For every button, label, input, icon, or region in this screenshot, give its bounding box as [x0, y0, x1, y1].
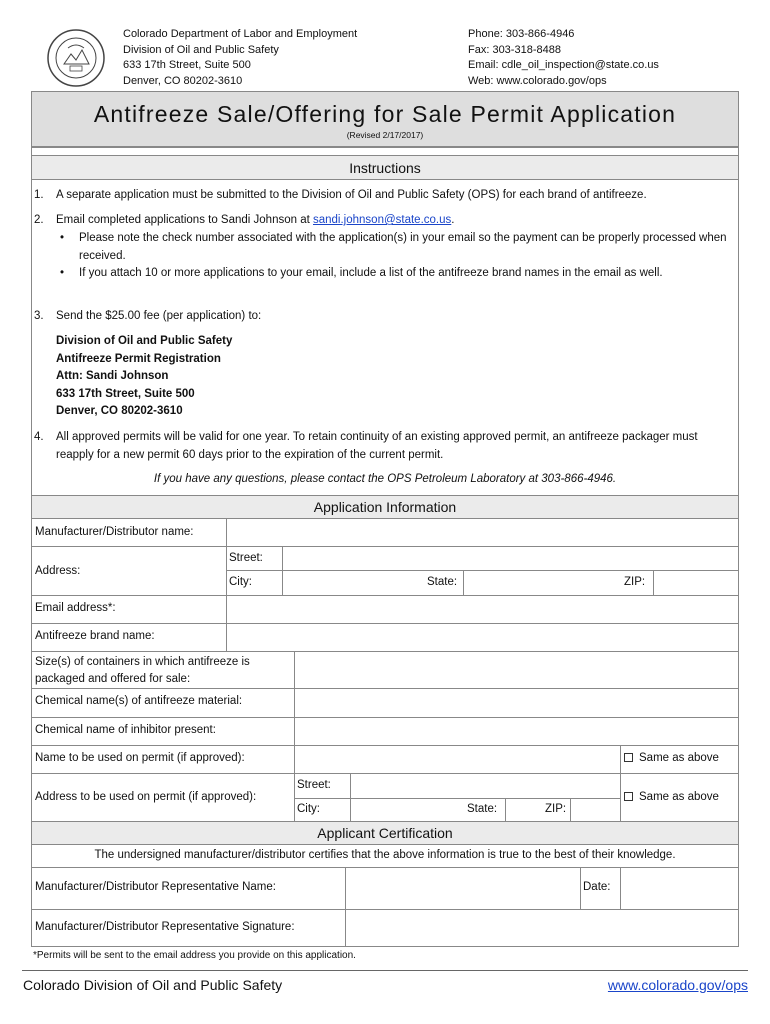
street-label: Street: — [229, 552, 263, 564]
signature-field[interactable] — [346, 910, 738, 947]
agency-address-block — [123, 27, 357, 89]
email-link[interactable]: sandi.johnson@state.co.us — [313, 214, 452, 226]
fax: Fax: 303-318-8488 — [468, 43, 561, 56]
street-field[interactable] — [283, 547, 738, 570]
instruction-2-bullet-1: Please note the check number associated with the application(s) in your email so the payment can be properly processed when received. — [79, 232, 727, 262]
permit-city-label: City: — [297, 803, 320, 815]
footnote: *Permits will be sent to the email address you provide on this application. — [33, 950, 356, 961]
item-number: 3. — [34, 310, 44, 322]
signature-label: Manufacturer/Distributor Representative Signature: — [35, 921, 295, 933]
brand-label: Antifreeze brand name: — [35, 630, 155, 642]
state-field[interactable] — [464, 571, 619, 595]
permit-zip-label: ZIP: — [545, 803, 567, 815]
permit-address-label: Address to be used on permit (if approved): — [35, 791, 257, 803]
state-label: State: — [427, 576, 458, 588]
manufacturer-field[interactable] — [227, 520, 738, 546]
street-address: 633 17th Street, Suite 500 — [123, 59, 251, 71]
address-label: Address: — [35, 565, 81, 577]
same-as-above-address[interactable]: Same as above — [624, 791, 719, 803]
checkbox-icon[interactable] — [624, 792, 633, 801]
footer-agency: Colorado Division of Oil and Public Safety — [23, 977, 283, 993]
chemical-field[interactable] — [295, 689, 738, 717]
agency-name: Colorado Department of Labor and Employment — [123, 28, 358, 40]
permit-state-label: State: — [467, 803, 498, 815]
bullet-icon: • — [60, 267, 65, 279]
sizes-label: Size(s) of containers in which antifreeze is packaged and offered for sale: — [35, 656, 250, 685]
chemical-label: Chemical name(s) of antifreeze material: — [35, 695, 243, 707]
application-heading: Application Information — [32, 495, 738, 519]
instruction-3: Send the $25.00 fee (per application) to: — [56, 310, 262, 322]
inhibitor-label: Chemical name of inhibitor present: — [35, 724, 216, 736]
revision-date: (Revised 2/17/2017) — [346, 130, 424, 140]
bullet-icon: • — [60, 232, 65, 244]
date-field[interactable] — [621, 868, 738, 909]
permit-state-field[interactable] — [506, 799, 544, 821]
footer-website-link[interactable]: www.colorado.gov/ops — [607, 977, 748, 993]
instruction-2-bullet-2: If you attach 10 or more applications to your email, include a list of the antifreeze brand names in the email as well. — [79, 267, 663, 279]
state-seal — [46, 28, 106, 88]
email-label: Email address*: — [35, 602, 116, 614]
rep-name-label: Manufacturer/Distributor Representative Name: — [35, 881, 276, 893]
manufacturer-label: Manufacturer/Distributor name: — [35, 526, 194, 538]
same-as-above-name[interactable]: Same as above — [624, 752, 719, 764]
zip-field[interactable] — [654, 571, 738, 595]
city-label: City: — [229, 576, 252, 588]
instruction-4: All approved permits will be valid for one year. To retain continuity of an existing approved permit, an antifreeze packager must reapply for a new permit 60 days prior to the expiration of the current permit. — [56, 431, 698, 461]
permit-zip-field[interactable] — [571, 799, 620, 821]
permit-name-label: Name to be used on permit (if approved): — [35, 752, 245, 764]
certification-statement: The undersigned manufacturer/distributor certifies that the above information is true to the best of their knowledge. — [94, 849, 676, 861]
instruction-1: A separate application must be submitted to the Division of Oil and Public Safety (OPS) for each brand of antifreeze. — [56, 189, 647, 201]
city-address: Denver, CO 80202-3610 — [123, 74, 243, 87]
sizes-field[interactable] — [295, 652, 738, 688]
email: Email: cdle_oil_inspection@state.co.us — [468, 59, 659, 71]
checkbox-icon[interactable] — [624, 753, 633, 762]
instruction-2: Email completed applications to Sandi Johnson at sandi.johnson@state.co.us. — [56, 214, 455, 226]
permit-street-field[interactable] — [351, 774, 620, 798]
zip-label: ZIP: — [624, 576, 646, 588]
instructions-heading: Instructions — [32, 155, 738, 180]
item-number: 1. — [34, 189, 44, 201]
permit-street-label: Street: — [297, 779, 331, 791]
mailing-address: Division of Oil and Public Safety Antifreeze Permit Registration Attn: Sandi Johnson 633 17th Street, Suite 500 Denver, CO 80202-3610 — [56, 335, 233, 417]
email-field[interactable] — [227, 596, 738, 623]
title-band — [31, 91, 739, 147]
contact-block — [468, 27, 659, 89]
division-name: Division of Oil and Public Safety — [123, 43, 279, 56]
permit-name-field[interactable] — [295, 746, 620, 773]
rep-name-field[interactable] — [346, 868, 580, 909]
date-label: Date: — [583, 881, 611, 893]
page-title: Antifreeze Sale/Offering for Sale Permit Application — [93, 101, 677, 127]
brand-field[interactable] — [227, 624, 738, 651]
item-number: 4. — [34, 431, 44, 443]
phone: Phone: 303-866-4946 — [468, 28, 575, 40]
permit-city-field[interactable] — [351, 799, 461, 821]
questions-note: If you have any questions, please contact the OPS Petroleum Laboratory at 303-866-4946. — [153, 473, 617, 485]
city-field[interactable] — [283, 571, 423, 595]
website: Web: www.colorado.gov/ops — [468, 74, 607, 87]
certification-heading: Applicant Certification — [32, 821, 738, 845]
inhibitor-field[interactable] — [295, 718, 738, 745]
item-number: 2. — [34, 214, 44, 226]
